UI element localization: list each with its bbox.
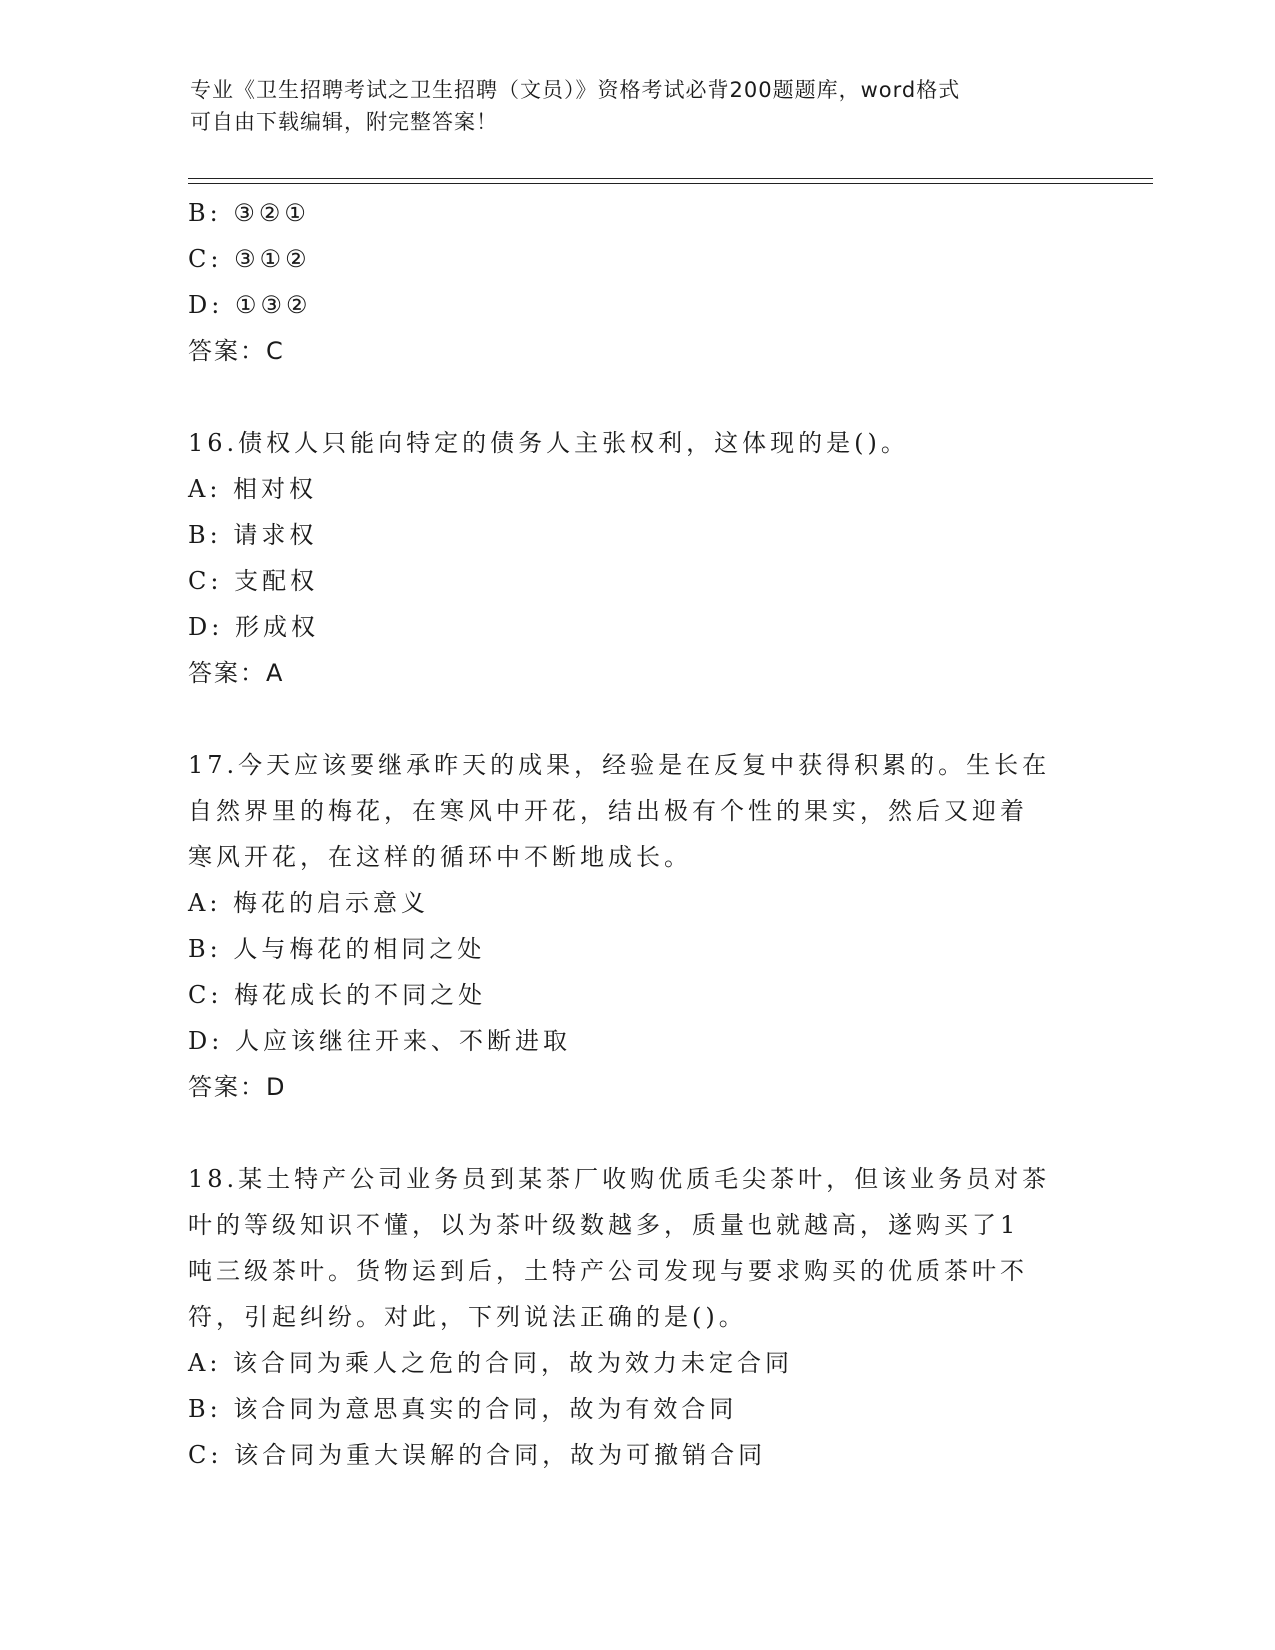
question-stem-line: 18.某土特产公司业务员到某茶厂收购优质毛尖茶叶，但该业务员对茶 (188, 1165, 1051, 1193)
option-b: B: 请求权 (188, 521, 318, 549)
question-stem: 16.债权人只能向特定的债务人主张权利，这体现的是()。 (188, 429, 909, 457)
option-a: A: 相对权 (188, 475, 318, 503)
spacer (188, 1110, 1088, 1156)
document-body (188, 190, 1088, 1478)
option-c: C: 梅花成长的不同之处 (188, 981, 487, 1009)
question-17 (188, 742, 1088, 1110)
question-stem-line: 符，引起纠纷。对此，下列说法正确的是()。 (188, 1303, 747, 1331)
option-b: B: ③②① (188, 199, 310, 227)
header-divider-top (188, 178, 1153, 179)
question-stem-line: 叶的等级知识不懂，以为茶叶级数越多，质量也就越高，遂购买了1 (188, 1211, 1020, 1239)
header-divider-bottom (188, 183, 1153, 184)
spacer (188, 696, 1088, 742)
option-b: B: 该合同为意思真实的合同，故为有效合同 (188, 1395, 738, 1423)
header-title-line2: 可自由下载编辑，附完整答案！ (190, 110, 498, 134)
page-header (190, 74, 1070, 138)
answer-line: 答案：C (188, 337, 285, 365)
question-stem-line: 自然界里的梅花，在寒风中开花，结出极有个性的果实，然后又迎着 (188, 797, 1028, 825)
option-d: D: 形成权 (188, 613, 319, 641)
question-15-tail (188, 190, 1088, 374)
option-d: D: ①③② (188, 291, 312, 319)
question-stem-line: 17.今天应该要继承昨天的成果，经验是在反复中获得积累的。生长在 (188, 751, 1051, 779)
header-title-line1: 专业《卫生招聘考试之卫生招聘（文员）》资格考试必背200题题库，word格式 (190, 78, 961, 102)
option-d: D: 人应该继往开来、不断进取 (188, 1027, 571, 1055)
question-stem-line: 寒风开花，在这样的循环中不断地成长。 (188, 843, 692, 871)
answer-line: 答案：D (188, 1073, 287, 1101)
option-b: B: 人与梅花的相同之处 (188, 935, 486, 963)
option-c: C: ③①② (188, 245, 311, 273)
option-a: A: 该合同为乘人之危的合同，故为效力未定合同 (188, 1349, 794, 1377)
answer-line: 答案：A (188, 659, 285, 687)
question-16 (188, 420, 1088, 696)
question-18 (188, 1156, 1088, 1478)
question-stem-line: 吨三级茶叶。货物运到后，土特产公司发现与要求购买的优质茶叶不 (188, 1257, 1028, 1285)
option-c: C: 该合同为重大误解的合同，故为可撤销合同 (188, 1441, 767, 1469)
spacer (188, 374, 1088, 420)
option-c: C: 支配权 (188, 567, 319, 595)
option-a: A: 梅花的启示意义 (188, 889, 430, 917)
